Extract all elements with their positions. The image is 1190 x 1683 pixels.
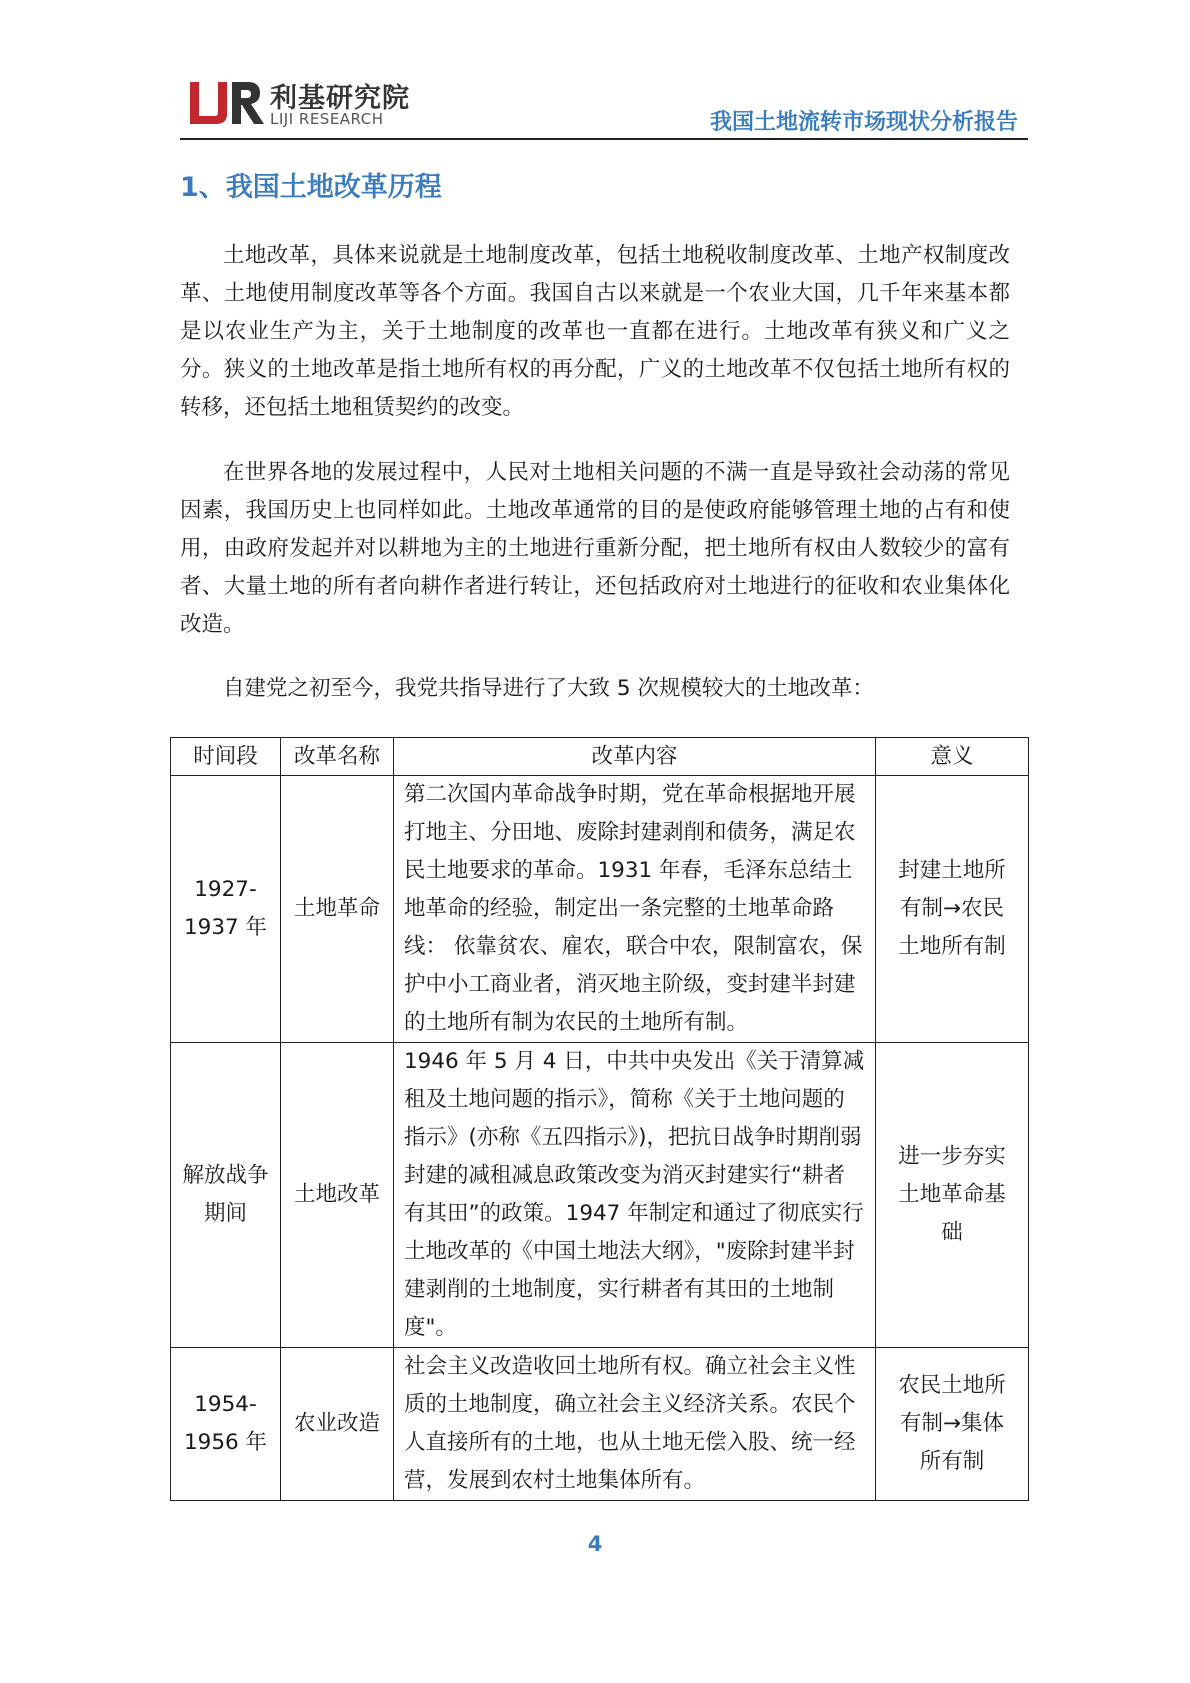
cell-reform-name: 土地改革 (281, 1043, 394, 1348)
page-header (180, 68, 1028, 140)
report-title: 我国土地流转市场现状分析报告 (709, 110, 1018, 135)
table-row (171, 776, 1029, 1043)
logo-english-name: LIJI RESEARCH (270, 110, 384, 128)
logo (188, 76, 418, 128)
cell-reform-content: 第二次国内革命战争时期，党在革命根据地开展打地主、分田地、废除封建剥削和债务，满足农民土地要求的革命。1931 年春，毛泽东总结土地革命的经验，制定出一条完整的土地革命路线： 依靠贫农、雇农，联合中农，限制富农，保护中小工商业者，消灭地主阶级，变封建半封建的土地所有制为农民的土地所有制。 (394, 776, 876, 1043)
cell-significance: 封建土地所有制→农民土地所有制 (876, 776, 1029, 1043)
cell-significance: 进一步夯实土地革命基础 (876, 1043, 1029, 1348)
paragraph-land-reform-purpose: 在世界各地的发展过程中，人民对土地相关问题的不满一直是导致社会动荡的常见因素，我国历史上也同样如此。土地改革通常的目的是使政府能够管理土地的占有和使用，由政府发起并对以耕地为主的土地进行重新分配，把土地所有权由人数较少的富有者、大量土地的所有者向耕作者进行转让，还包括政府对土地进行的征收和农业集体化改造。 (180, 460, 1010, 637)
land-reform-table (170, 737, 1029, 1501)
cell-period: 1927-1937 年 (171, 776, 281, 1043)
header-significance: 意义 (876, 738, 1029, 776)
table-header-row (171, 738, 1029, 776)
cell-reform-content: 社会主义改造收回土地所有权。确立社会主义性质的土地制度，确立社会主义经济关系。农民个人直接所有的土地，也从土地无偿入股、统一经营，发展到农村土地集体所有。 (394, 1348, 876, 1501)
logo-chinese-name: 利基研究院 (270, 83, 410, 114)
cell-reform-name: 农业改造 (281, 1348, 394, 1501)
section-title: 1、我国土地改革历程 (180, 172, 442, 203)
header-reform-name: 改革名称 (281, 738, 394, 776)
paragraph-table-intro: 自建党之初至今，我党共指导进行了大致 5 次规模较大的土地改革： (223, 676, 874, 701)
table-row (171, 1043, 1029, 1348)
table-row (171, 1348, 1029, 1501)
header-divider (180, 138, 1028, 140)
cell-period: 1954-1956 年 (171, 1348, 281, 1501)
ljr-logo-mark (188, 80, 266, 124)
cell-reform-content: 1946 年 5 月 4 日，中共中央发出《关于清算减租及土地问题的指示》，简称《关于土地问题的指示》(亦称《五四指示》)，把抗日战争时期削弱封建的减租减息政策改变为消灭封建实行“耕者有其田”的政策。1947 年制定和通过了彻底实行土地改革的《中国土地法大纲》，"废除封建半封建剥削的土地制度，实行耕者有其田的土地制度"。 (394, 1043, 876, 1348)
header-period: 时间段 (171, 738, 281, 776)
cell-period: 解放战争期间 (171, 1043, 281, 1348)
cell-significance: 农民土地所有制→集体所有制 (876, 1348, 1029, 1501)
header-reform-content: 改革内容 (394, 738, 876, 776)
paragraph-land-reform-definition: 土地改革，具体来说就是土地制度改革，包括土地税收制度改革、土地产权制度改革、土地使用制度改革等各个方面。我国自古以来就是一个农业大国，几千年来基本都是以农业生产为主，关于土地制度的改革也一直都在进行。土地改革有狭义和广义之分。狭义的土地改革是指土地所有权的再分配，广义的土地改革不仅包括土地所有权的转移，还包括土地租赁契约的改变。 (180, 243, 1010, 420)
page-number: 4 (587, 1532, 603, 1556)
cell-reform-name: 土地革命 (281, 776, 394, 1043)
